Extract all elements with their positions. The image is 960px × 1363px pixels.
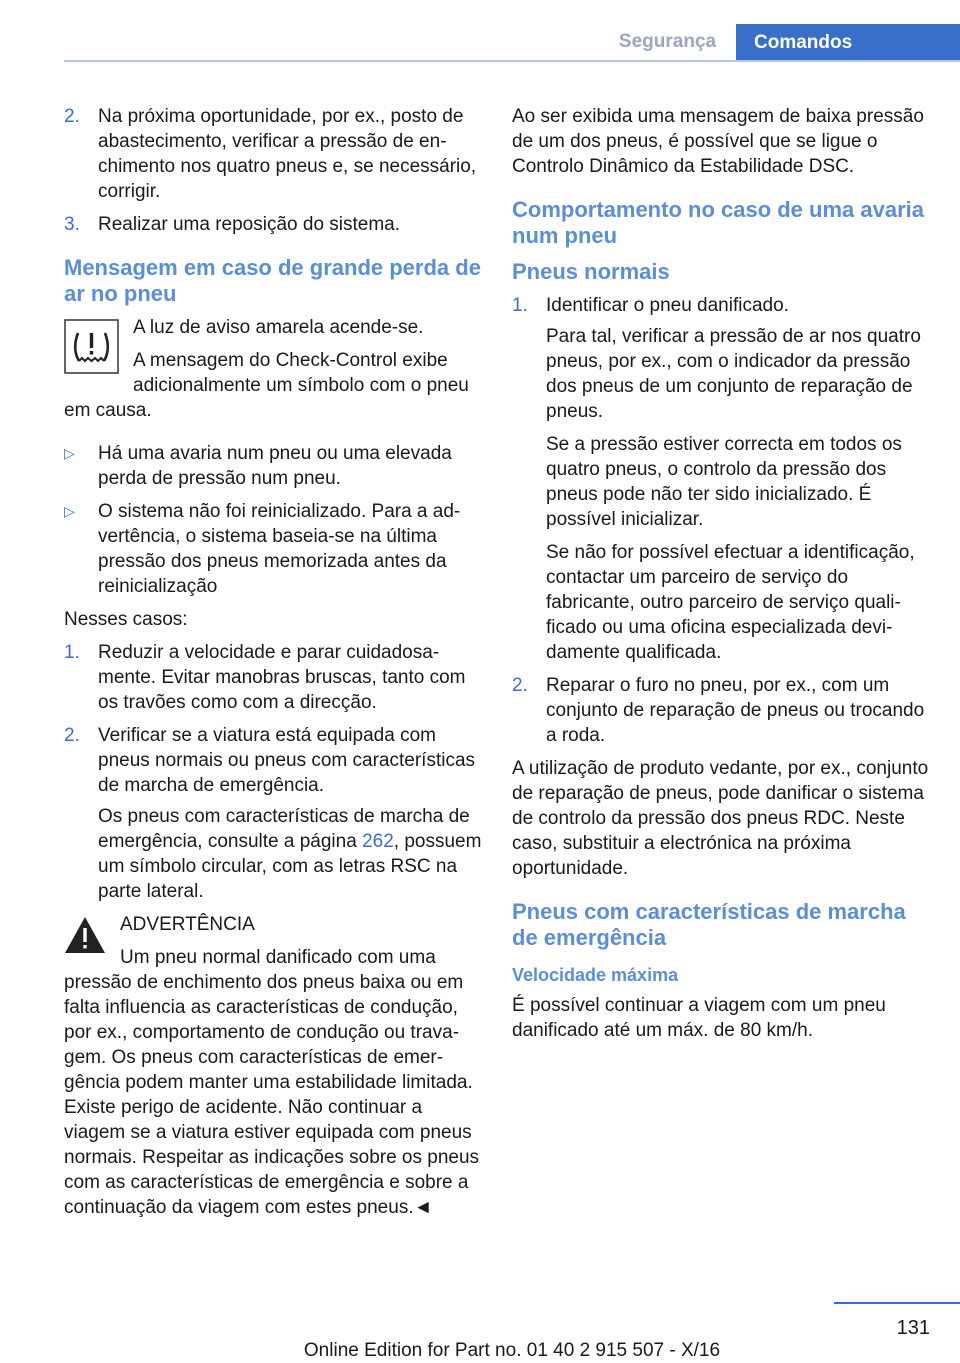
header-rule [64,60,960,62]
step-paragraph: Para tal, verificar a pressão de ar nos quatro pneus, por ex., com o indicador da pressão dos pneus de um conjunto de reparação de pneus. [546,326,921,422]
subheading-max-speed: Velocidade máxima [512,965,679,985]
right-column [512,104,932,1051]
list-number: 2. [64,725,80,746]
list-item [64,441,482,491]
list-number: 2. [512,675,528,696]
max-speed-text: É possível continuar a viagem com um pneu danificado até um máx. de 80 km/h. [512,995,886,1041]
list-item [64,723,482,904]
runflat-paragraph [98,804,482,904]
list-item [64,640,482,715]
list-text: O sistema não foi reinicializado. Para a advertência, o sistema baseia-se na última pressão dos pneus memorizada antes da reinicialização [98,501,461,597]
sealant-text: A utilização de produto vedante, por ex., conjunto de reparação de pneus, pode danificar o sistema de controlo da pressão dos pneus RDC. Neste caso, substituir a electrónica na próxima oportunidade. [512,758,929,879]
step-paragraph: Se a pressão estiver correcta em todos os quatro pneus, o controlo da pressão dos pneus pode não ter sido inicializado. É possível inicializar. [546,434,902,530]
runflat-text-post: , possuem um símbolo circular, com as letras RSC na parte lateral. [98,831,482,902]
list-text: Verificar se a viatura está equipada com pneus normais ou pneus com características de marcha de emergência. [98,725,476,796]
subheading-normal-tires: Pneus normais [512,259,670,284]
heading-runflat-tires: Pneus com características de marcha de emergência [512,899,906,950]
step-paragraph: Se não for possível efectuar a identificação, contactar um parceiro de serviço do fabricante, outro parceiro de serviço qualificado ou uma oficina especializada devidamente qualificada. [546,542,915,663]
bullet-triangle-icon: ▷ [64,445,75,461]
warning-text: Um pneu normal danificado com uma pressão de enchimento dos pneus baixa ou em falta influencia as características de condução, por ex., comportamento de condução ou travagem. Os pneus com características de emergência podem manter uma estabilidade limitada. Existe perigo de acidente. Não continuar a viagem se a viatura estiver equipada com pneus normais. Respeitar as indicações sobre os pneus com as características de emergência e sobre a continuação da viagem com estes pneus.◄ [64,947,480,1218]
warning-block [64,912,482,1220]
list-item [64,212,482,237]
list-item [512,673,932,748]
tire-pressure-indicator [64,315,482,431]
runflat-text-pre: Os pneus com características de marcha de emergência, consulte a página [98,806,470,852]
list-number: 3. [64,214,80,235]
page-reference-link[interactable]: 262 [362,831,394,852]
heading-tire-damage: Comportamento no caso de uma avaria num pneu [512,197,924,248]
list-item [512,293,932,665]
intro-text: Ao ser exibida uma mensagem de baixa pressão de um dos pneus, é possível que se ligue o Controlo Dinâmico da Estabilidade DSC. [512,106,924,177]
list-text: Reduzir a velocidade e parar cuidadosamente. Evitar manobras bruscas, tanto com os travões como com a direcção. [98,642,466,713]
page-number: 131 [896,1317,930,1339]
heading-air-loss: Mensagem em caso de grande perda de ar no pneu [64,255,481,306]
indicator-text: A luz de aviso amarela acende-se. [133,317,424,338]
warning-triangle-icon [64,916,106,954]
edition-note: Online Edition for Part no. 01 40 2 915 507 - X/16 [303,1340,721,1361]
list-text: Identificar o pneu danificado. [546,295,789,316]
list-item [64,499,482,599]
list-item [64,104,482,204]
list-text: Reparar o furo no pneu, por ex., com um conjunto de reparação de pneus ou trocando a roda. [546,675,925,746]
indicator-text: A mensagem do Check-Control exibe adicionalmente um símbolo com o pneu em causa. [64,350,469,421]
warning-title: ADVERTÊNCIA [120,914,255,935]
list-text: Na próxima oportunidade, por ex., posto de abastecimento, verificar a pressão de enchimento nos quatro pneus e, se necessário, corrigir. [98,106,477,202]
footer-rule [834,1302,960,1304]
header-section-security: Segurança [618,31,717,52]
list-number: 1. [64,642,80,663]
left-column [64,104,482,1228]
list-text: Há uma avaria num pneu ou uma elevada perda de pressão num pneu. [98,443,452,489]
cases-label: Nesses casos: [64,609,188,630]
bullet-triangle-icon: ▷ [64,503,75,519]
header-section-controls: Comandos [736,24,960,61]
list-text: Realizar uma reposição do sistema. [98,214,401,235]
tire-pressure-warning-icon [64,319,119,374]
list-number: 2. [64,106,80,127]
list-number: 1. [512,295,528,316]
